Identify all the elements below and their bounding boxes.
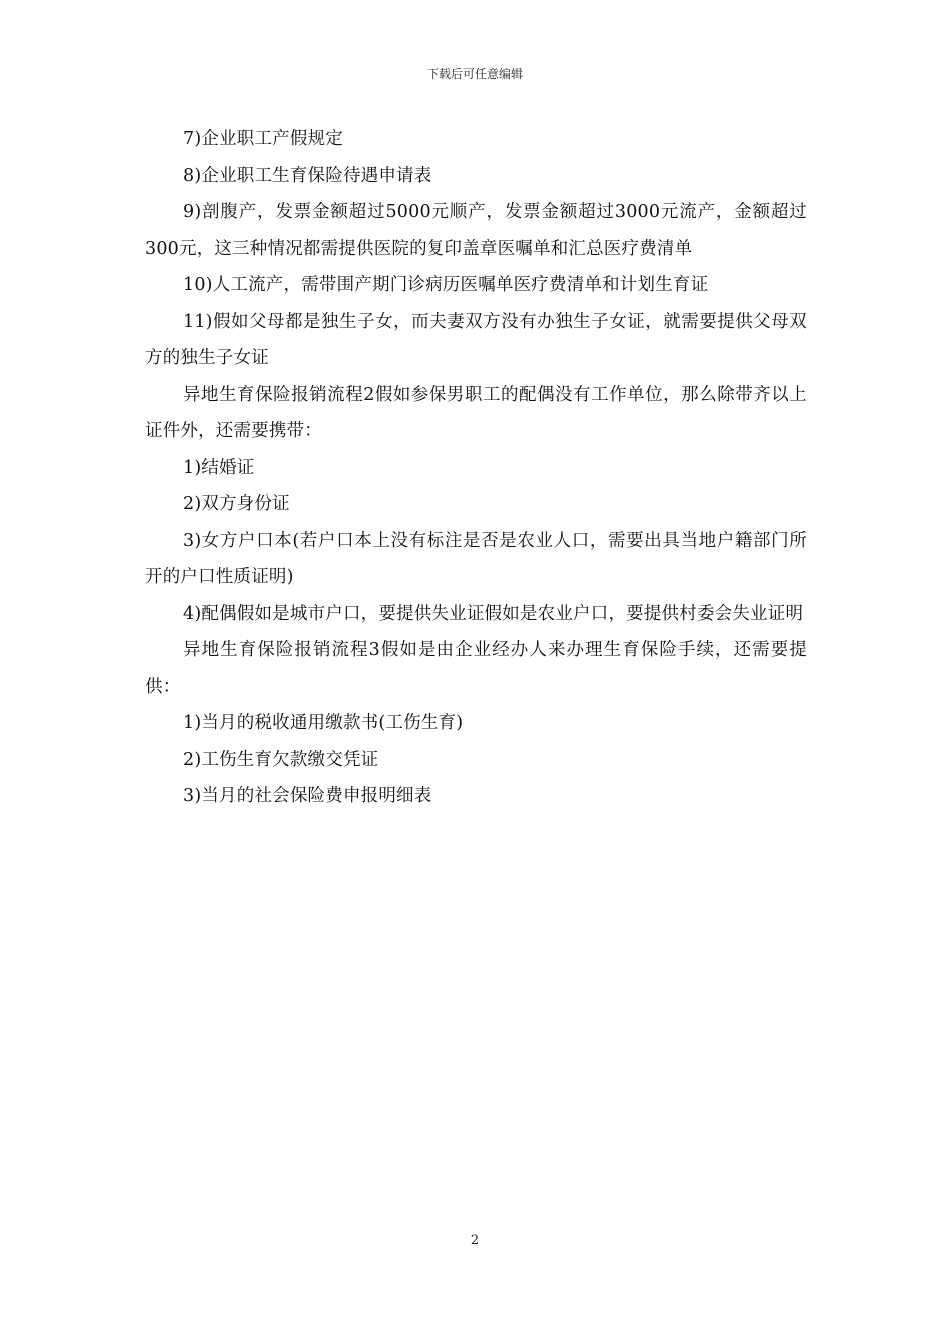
paragraph: 1)当月的税收通用缴款书(工伤生育) [183, 713, 464, 733]
paragraph: 3)女方户口本(若户口本上没有标注是否是农业人口，需要出具当地户籍部门所开的户口性质证明) [145, 530, 807, 587]
document-body [145, 121, 807, 815]
paragraph: 2)工伤生育欠款缴交凭证 [183, 749, 379, 770]
paragraph: 11)假如父母都是独生子女，而夫妻双方没有办独生子女证，就需要提供父母双方的独生子女证 [145, 311, 807, 368]
paragraph: 8)企业职工生育保险待遇申请表 [183, 165, 432, 186]
paragraph: 3)当月的社会保险费申报明细表 [183, 786, 432, 806]
paragraph: 1)结婚证 [183, 457, 255, 478]
paragraph: 7)企业职工产假规定 [183, 129, 343, 149]
paragraph: 异地生育保险报销流程3假如是由企业经办人来办理生育保险手续，还需要提供： [145, 640, 807, 697]
paragraph: 9)剖腹产，发票金额超过5000元顺产，发票金额超过3000元流产，金额超过300元，这三种情况都需提供医院的复印盖章医嘱单和汇总医疗费清单 [145, 202, 807, 259]
paragraph: 10)人工流产，需带围产期门诊病历医嘱单医疗费清单和计划生育证 [183, 275, 709, 295]
page-header: 下载后可任意编辑 [426, 67, 523, 81]
paragraph: 2)双方身份证 [183, 494, 290, 514]
paragraph: 4)配偶假如是城市户口，要提供失业证假如是农业户口，要提供村委会失业证明 [183, 603, 804, 624]
paragraph: 异地生育保险报销流程2假如参保男职工的配偶没有工作单位，那么除带齐以上证件外，还需要携带： [145, 384, 807, 441]
page-number: 2 [470, 1233, 480, 1248]
